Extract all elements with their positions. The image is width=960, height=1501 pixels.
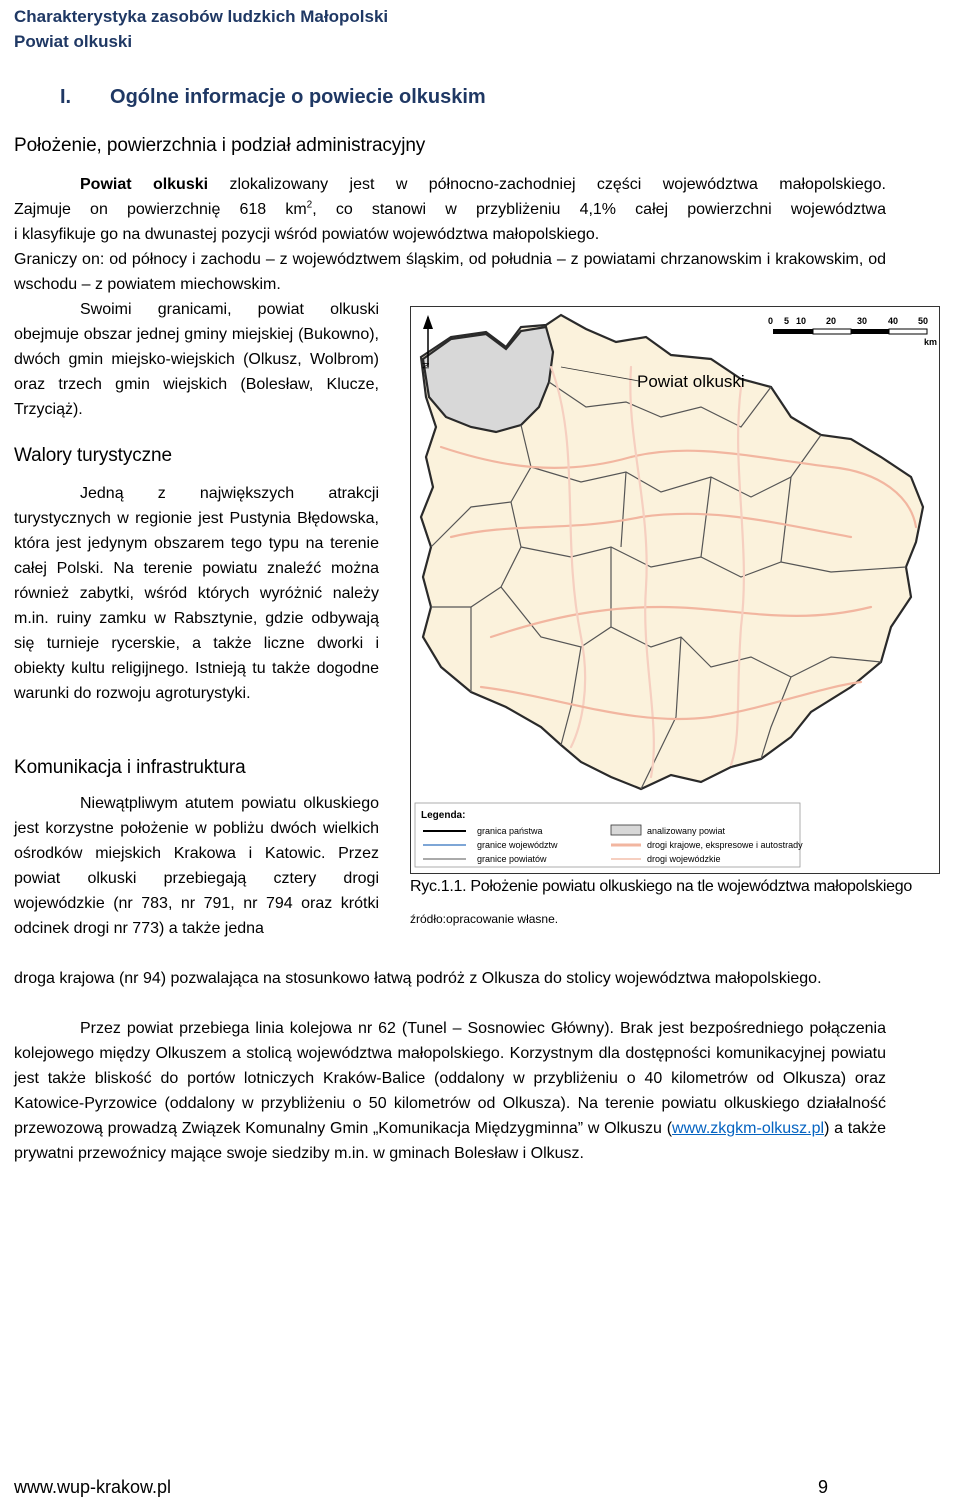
legend-item: granice województw <box>477 840 558 850</box>
chapter-number: I. <box>60 86 72 108</box>
county-name-bold: Powiat olkuski <box>80 176 209 193</box>
legend-item: granica państwa <box>477 826 543 836</box>
map-svg <box>411 307 938 872</box>
text-fragment: , co stanowi w przybliżeniu 4,1% całej powierzchni województwa <box>312 201 886 218</box>
scale-bar <box>768 316 937 347</box>
header-subtitle: Powiat olkuski <box>14 32 133 51</box>
legend-item: analizowany powiat <box>647 826 726 836</box>
paragraph-line <box>14 197 886 222</box>
map-legend <box>415 803 803 867</box>
scale-unit: km <box>924 337 938 347</box>
section-title-tourism: Walory turystyczne <box>14 445 172 466</box>
text-fragment: Przez powiat przebiega linia kolejowa nr 62 (Tunel – Sosnowiec Główny). Brak jest bezpośredniego połączenia kolejowego między Olkuszem a stolicą województwa małopolskiego. Korzystnym dla dostępności komunikacyjnej powiatu jest także bliskość do portów lotniczych Kraków-Balice (oddalony w przybliżeniu o 40 kilometrów od Olkusza) oraz Katowice-Pyrzowice (oddalony w przybliżeniu o 50 kilometrów od Olkusza). Na terenie powiatu olkuskiego działalność przewozową prowadzą Związek Komunalny Gmin „Komunikacja Międzygminna” w Olkuszu ( <box>14 1020 886 1137</box>
paragraph-tourism: Jedną z największych atrakcji turystycznych w regionie jest Pustynia Błędowska, która jest jedynym obszarem tego typu na terenie całej Polski. Na terenie powiatu znaleźć można również zabytki, wśród których wyróżnić należy m.in. ruiny zamku w Rabsztynie, gdzie odbywają się turnieje rycerskie, a także liczne dworki i obiekty kultu religijnego. Istnieją tu także dogodne warunki do rozwoju agroturystyki. <box>14 485 379 702</box>
legend-item: drogi krajowe, ekspresowe i autostrady <box>647 840 803 850</box>
text-fragment: zlokalizowany jest w północno-zachodniej części województwa małopolskiego. <box>208 176 887 193</box>
text-fragment: ) a także prywatni przewoźnicy mające swoje siedziby m.in. w gminach Bolesław i Olkusz. <box>14 1120 887 1162</box>
section-title-transport: Komunikacja i infrastruktura <box>14 757 246 778</box>
scale-tick-label: 5 <box>784 316 790 326</box>
document-header <box>14 4 388 54</box>
text-fragment: i klasyfikuje go na dwunastej pozycji wśród powiatów województwa małopolskiego. <box>14 226 600 243</box>
scale-tick-label: 10 <box>796 316 807 326</box>
scale-tick-label: 50 <box>918 316 929 326</box>
text-fragment: Zajmuje on powierzchnię 618 km <box>14 201 307 218</box>
figure-caption: Ryc.1.1. Położenie powiatu olkuskiego na tle województwa małopolskiego <box>410 878 912 895</box>
superscript: 2 <box>306 199 313 211</box>
map-figure <box>410 306 940 874</box>
legend-item: granice powiatów <box>477 854 547 864</box>
scale-tick-label: 0 <box>768 316 774 326</box>
figure-source: źródło:opracowanie własne. <box>410 912 559 926</box>
zkgkm-link[interactable]: www.zkgkm-olkusz.pl <box>672 1120 825 1137</box>
footer-website: www.wup-krakow.pl <box>14 1477 172 1497</box>
paragraph-borders: Graniczy on: od północy i zachodu – z województwem śląskim, od południa – z powiatami chrzanowskim i krakowskim, od wschodu – z powiatem miechowskim. <box>14 251 886 293</box>
header-title: Charakterystyka zasobów ludzkich Małopolski <box>14 7 389 26</box>
scale-tick-label: 40 <box>888 316 899 326</box>
north-letter: N <box>421 362 431 369</box>
legend-swatch <box>611 825 641 835</box>
page-number: 9 <box>818 1477 829 1497</box>
paragraph-administrative: Swoimi granicami, powiat olkuski obejmuje obszar jednej gminy miejskiej (Bukowno), dwóch gmin miejsko-wiejskich (Olkusz, Wolbrom) oraz trzech gmin wiejskich (Bolesław, Klucze, Trzyciąż). <box>14 301 379 418</box>
paragraph-transport-wide: droga krajowa (nr 94) pozwalająca na stosunkowo łatwą podróż z Olkusza do stolicy województwa małopolskiego. <box>14 970 822 987</box>
legend-item: drogi wojewódzkie <box>647 854 721 864</box>
chapter-heading <box>60 86 486 109</box>
scale-tick-label: 30 <box>857 316 868 326</box>
paragraph-transport-narrow: Niewątpliwym atutem powiatu olkuskiego jest korzystne położenie w pobliżu dwóch wielkich ośrodków miejskich Krakowa i Katowic. Przez powiat olkuski przebiegają cztery drogi wojewódzkie (nr 783, nr 791, nr 794 oraz krótki odcinek drogi nr 773) a także jedna <box>14 795 379 937</box>
section-title-location: Położenie, powierzchnia i podział administracyjny <box>14 135 426 156</box>
paragraph-location <box>14 172 886 247</box>
legend-title: Legenda: <box>421 810 466 821</box>
chapter-title: Ogólne informacje o powiecie olkuskim <box>110 86 486 108</box>
paragraph-line <box>14 172 886 197</box>
paragraph-rail-air <box>14 1016 886 1166</box>
paragraph-line <box>14 222 886 247</box>
map-county-label: Powiat olkuski <box>637 372 745 391</box>
scale-tick-label: 20 <box>826 316 837 326</box>
